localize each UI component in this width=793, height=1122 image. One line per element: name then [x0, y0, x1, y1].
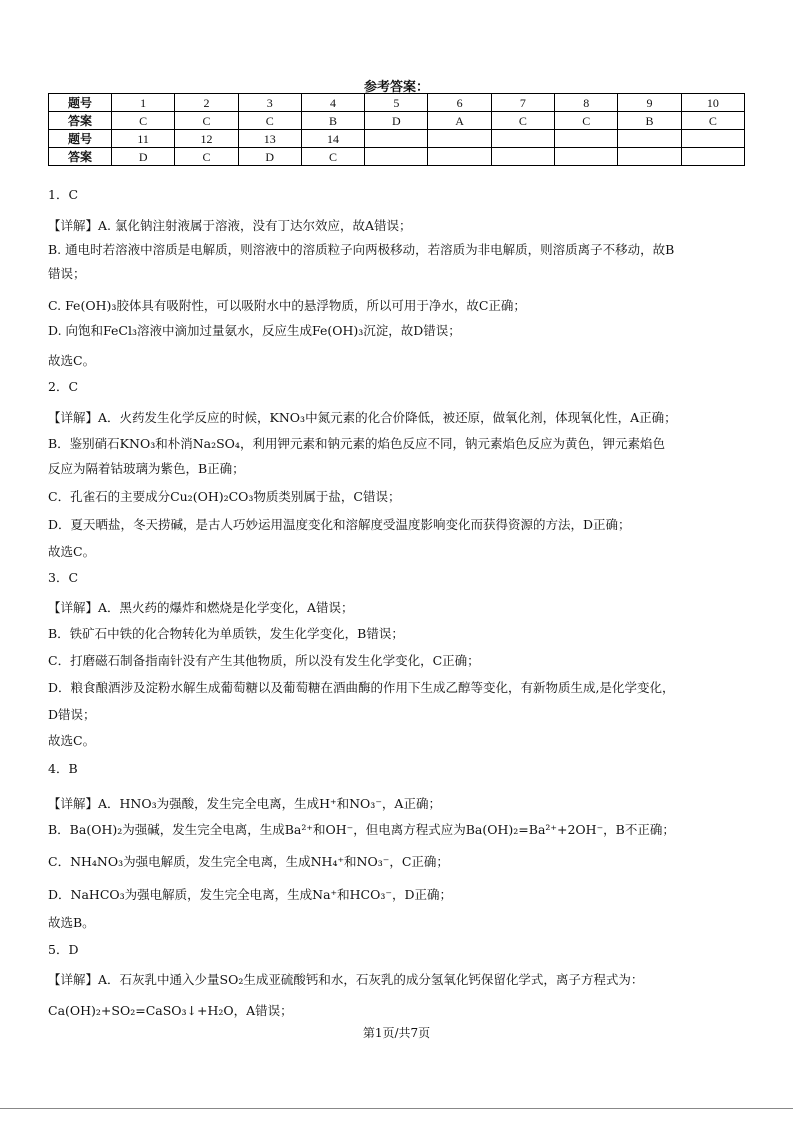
table-cell: C — [301, 148, 364, 166]
table-cell — [618, 148, 681, 166]
table-cell — [428, 130, 491, 148]
table-cell — [555, 130, 618, 148]
text-line: 故选C。 — [48, 353, 96, 368]
row-header: 答案 — [49, 112, 112, 130]
table-cell: 6 — [428, 94, 491, 112]
table-cell: C — [555, 112, 618, 130]
page-footer: 第1页/共7页 — [362, 1026, 431, 1040]
row-header: 题号 — [49, 94, 112, 112]
text-line: 【详解】A．石灰乳中通入少量SO₂生成亚硫酸钙和水，石灰乳的成分氢氧化钙保留化学式，离子方程式为： — [48, 972, 644, 987]
table-cell: 7 — [491, 94, 554, 112]
text-line: B．铁矿石中铁的化合物转化为单质铁，发生化学变化，B错误； — [48, 626, 404, 641]
text-line: B．鉴别硝石KNO₃和朴消Na₂SO₄，利用钾元素和钠元素的焰色反应不同，钠元素焰色反应为黄色，钾元素焰色 — [48, 436, 665, 451]
table-cell: C — [175, 148, 238, 166]
table-cell: 13 — [238, 130, 301, 148]
table-cell: 8 — [555, 94, 618, 112]
text-line: 【详解】A．火药发生化学反应的时候，KNO₃中氮元素的化合价降低，被还原，做氧化剂，体现氧化性，A正确； — [48, 410, 677, 425]
text-line: 故选C。 — [48, 733, 96, 748]
table-cell — [491, 130, 554, 148]
table-cell: A — [428, 112, 491, 130]
table-cell: D — [365, 112, 428, 130]
text-line: 1．C — [48, 187, 79, 202]
table-row — [49, 130, 745, 148]
text-line: 故选C。 — [48, 544, 96, 559]
text-line: 2．C — [48, 379, 79, 394]
table-cell: B — [618, 112, 681, 130]
table-cell: 3 — [238, 94, 301, 112]
answer-table — [48, 93, 745, 166]
table-cell: C — [681, 112, 744, 130]
table-cell: C — [112, 112, 175, 130]
table-cell — [681, 148, 744, 166]
table-cell: D — [238, 148, 301, 166]
table-cell — [365, 130, 428, 148]
table-cell — [428, 148, 491, 166]
table-cell — [365, 148, 428, 166]
table-cell — [491, 148, 554, 166]
table-cell — [681, 130, 744, 148]
table-cell: C — [175, 112, 238, 130]
table-cell: C — [491, 112, 554, 130]
table-cell: 4 — [301, 94, 364, 112]
text-line: D错误； — [48, 707, 96, 722]
bottom-rule — [0, 1108, 793, 1109]
text-line: C．打磨磁石制备指南针没有产生其他物质，所以没有发生化学变化，C正确； — [48, 653, 480, 668]
text-line: D．粮食酿酒涉及淀粉水解生成葡萄糖以及葡萄糖在酒曲酶的作用下生成乙醇等变化，有新物质生成,是化学变化， — [48, 680, 675, 695]
table-cell: 11 — [112, 130, 175, 148]
table-cell: B — [301, 112, 364, 130]
text-line: 错误； — [48, 266, 86, 281]
text-line: 【详解】A．黑火药的爆炸和燃烧是化学变化，A错误； — [48, 600, 354, 615]
text-line: 5．D — [48, 942, 79, 957]
text-line: D．NaHCO₃为强电解质，发生完全电离，生成Na⁺和HCO₃⁻，D正确； — [48, 887, 452, 902]
text-line: 3．C — [48, 570, 79, 585]
table-cell — [555, 148, 618, 166]
table-cell — [618, 130, 681, 148]
text-line: 【详解】A. 氯化钠注射液属于溶液，没有丁达尔效应，故A错误； — [48, 218, 412, 233]
text-line: Ca(OH)₂+SO₂=CaSO₃↓+H₂O，A错误； — [48, 1003, 293, 1018]
table-cell: 14 — [301, 130, 364, 148]
table-cell: 2 — [175, 94, 238, 112]
text-line: 4．B — [48, 761, 78, 776]
table-cell: 12 — [175, 130, 238, 148]
text-line: D．夏天晒盐，冬天捞碱，是古人巧妙运用温度变化和溶解度受温度影响变化而获得资源的方法，D正确； — [48, 517, 631, 532]
table-cell: 5 — [365, 94, 428, 112]
text-line: B. 通电时若溶液中溶质是电解质，则溶液中的溶质粒子向两极移动，若溶质为非电解质，则溶质离子不移动，故B — [48, 242, 675, 257]
text-line: C．NH₄NO₃为强电解质，发生完全电离，生成NH₄⁺和NO₃⁻，C正确； — [48, 854, 449, 869]
text-line: 故选B。 — [48, 915, 95, 930]
text-line: C. Fe(OH)₃胶体具有吸附性，可以吸附水中的悬浮物质，所以可用于净水，故C正确； — [48, 298, 526, 313]
table-row — [49, 112, 745, 130]
table-cell: D — [112, 148, 175, 166]
text-line: C．孔雀石的主要成分Cu₂(OH)₂CO₃物质类别属于盐，C错误； — [48, 489, 401, 504]
table-row — [49, 94, 745, 112]
table-cell: C — [238, 112, 301, 130]
row-header: 题号 — [49, 130, 112, 148]
table-cell: 1 — [112, 94, 175, 112]
table-cell: 10 — [681, 94, 744, 112]
answer-title: 参考答案： — [363, 80, 429, 95]
text-line: B．Ba(OH)₂为强碱，发生完全电离，生成Ba²⁺和OH⁻，但电离方程式应为Ba(OH)₂=Ba²⁺+2OH⁻，B不正确； — [48, 822, 675, 837]
text-line: 【详解】A．HNO₃为强酸，发生完全电离，生成H⁺和NO₃⁻，A正确； — [48, 796, 441, 811]
table-row — [49, 148, 745, 166]
text-line: 反应为隔着钴玻璃为紫色，B正确； — [48, 461, 245, 476]
text-line: D. 向饱和FeCl₃溶液中滴加过量氨水，反应生成Fe(OH)₃沉淀，故D错误； — [48, 323, 461, 338]
row-header: 答案 — [49, 148, 112, 166]
table-cell: 9 — [618, 94, 681, 112]
